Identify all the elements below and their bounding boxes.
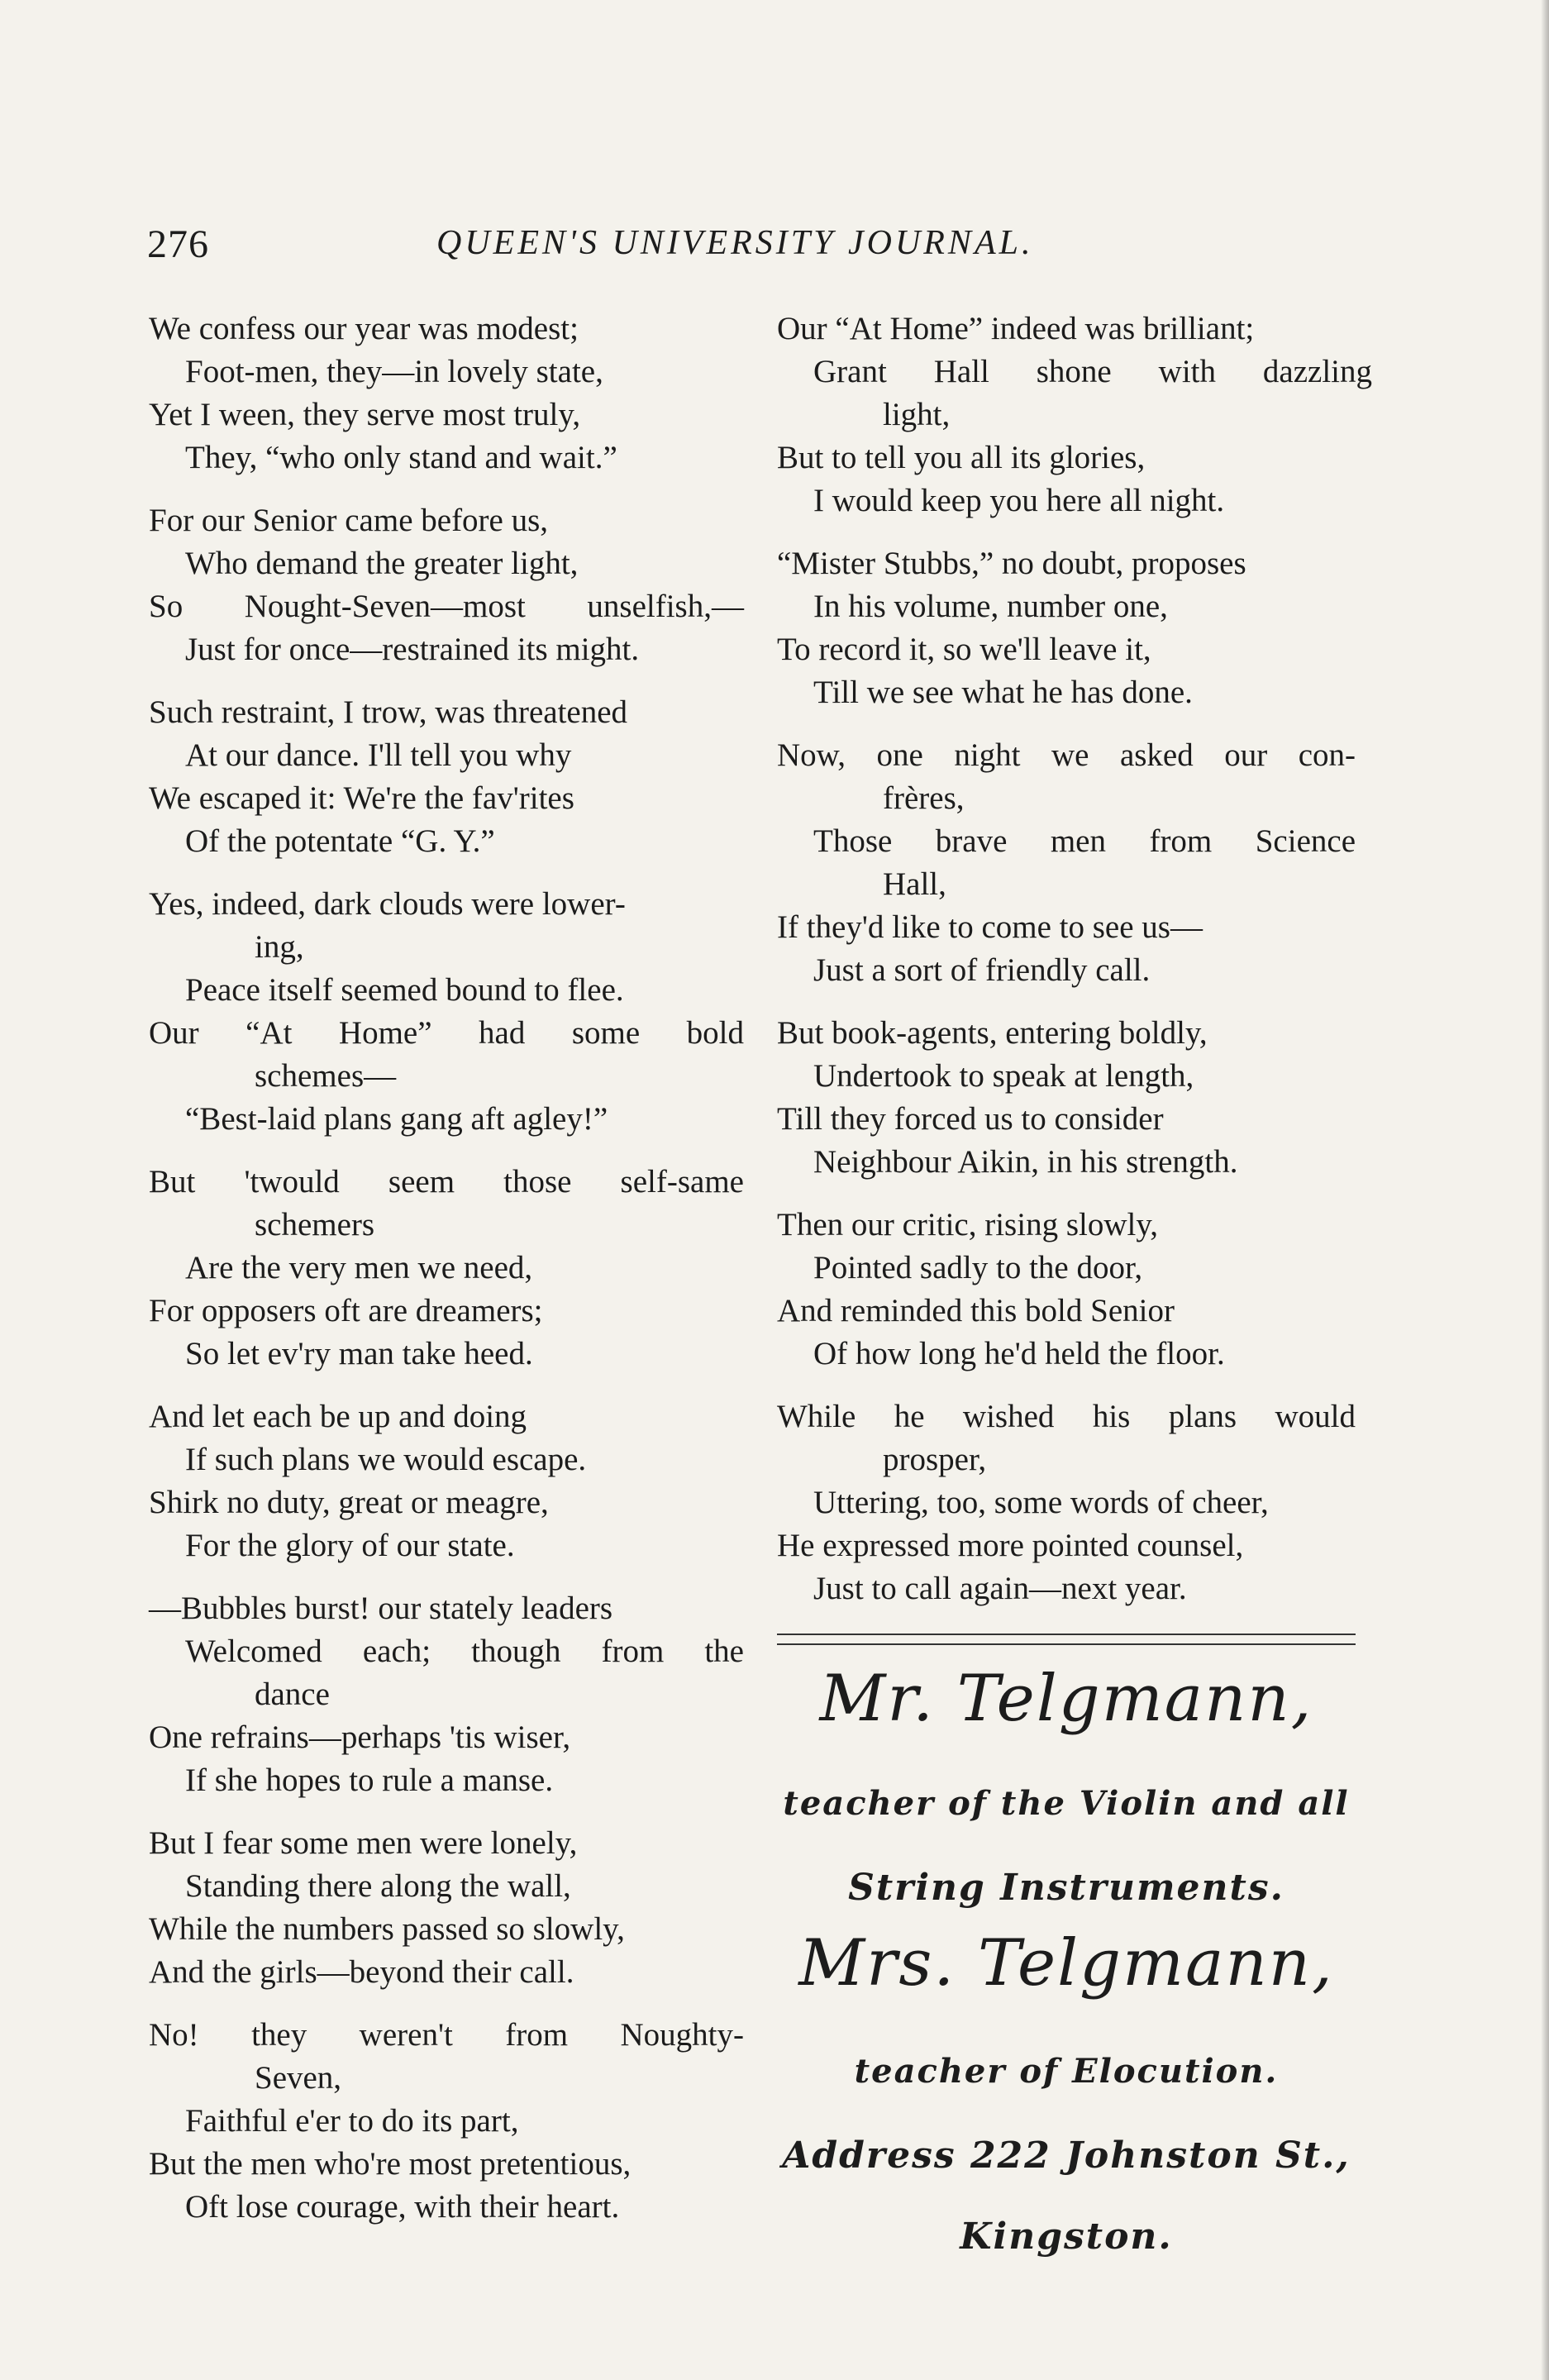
poem-line: To record it, so we'll leave it, bbox=[777, 632, 1151, 667]
poem-line: light, bbox=[883, 397, 951, 432]
poem-line: I would keep you here all night. bbox=[813, 483, 1225, 518]
stanza bbox=[777, 1012, 1372, 1184]
poem-line: Just for once—restrained its might. bbox=[185, 632, 640, 667]
poem-line: ing, bbox=[255, 929, 304, 965]
poem-line: Oft lose courage, with their heart. bbox=[185, 2189, 620, 2225]
poem-line: Faithful e'er to do its part, bbox=[185, 2103, 519, 2139]
poem-line: If they'd like to come to see us— bbox=[777, 909, 1203, 945]
poem-line: prosper, bbox=[883, 1442, 987, 1477]
poem-line: We escaped it: We're the fav'rites bbox=[149, 780, 574, 816]
poem-line: Foot-men, they—in lovely state, bbox=[185, 354, 603, 389]
poem-line: And reminded this bold Senior bbox=[777, 1293, 1175, 1328]
ad-city: Kingston. bbox=[960, 2215, 1173, 2258]
stanza bbox=[777, 1395, 1372, 1610]
stanza bbox=[777, 734, 1372, 992]
page-edge-shadow bbox=[1541, 0, 1549, 2380]
stanza bbox=[149, 1587, 760, 1802]
poem-line: Neighbour Aikin, in his strength. bbox=[813, 1144, 1238, 1180]
poem-line: But the men who're most pretentious, bbox=[149, 2146, 632, 2182]
poem-line: So Nought-Seven—most unselfish,— bbox=[149, 589, 744, 624]
poem-line: Welcomed each; though from the bbox=[185, 1634, 744, 1669]
poem-line: For our Senior came before us, bbox=[149, 503, 549, 538]
poem-line: frères, bbox=[883, 780, 965, 816]
poem-line: Of how long he'd held the floor. bbox=[813, 1336, 1225, 1371]
poem-line: And let each be up and doing bbox=[149, 1399, 527, 1434]
ad-name-mr-telgmann: Mr. Telgmann, bbox=[819, 1662, 1313, 1736]
poem-line: But 'twould seem those self-same bbox=[149, 1164, 744, 1200]
poem-line: So let ev'ry man take heed. bbox=[185, 1336, 533, 1371]
stanza bbox=[149, 1161, 760, 1376]
poem-line: “Mister Stubbs,” no doubt, proposes bbox=[777, 546, 1246, 581]
page-header bbox=[147, 222, 1098, 279]
poem-line: Now, one night we asked our con- bbox=[777, 737, 1356, 773]
poem-line: Till they forced us to consider bbox=[777, 1101, 1164, 1137]
double-rule-divider bbox=[777, 1634, 1356, 1645]
poem-line: They, “who only stand and wait.” bbox=[185, 440, 617, 475]
stanza bbox=[149, 499, 760, 671]
running-title: QUEEN'S UNIVERSITY JOURNAL. bbox=[436, 224, 1034, 262]
ad-description-strings: String Instruments. bbox=[848, 1867, 1284, 1909]
poem-line: Yet I ween, they serve most truly, bbox=[149, 397, 581, 432]
poem-line: We confess our year was modest; bbox=[149, 311, 579, 346]
poem-line: In his volume, number one, bbox=[813, 589, 1168, 624]
poem-line: Uttering, too, some words of cheer, bbox=[813, 1485, 1269, 1520]
stanza bbox=[149, 883, 760, 1141]
poem-line: No! they weren't from Noughty- bbox=[149, 2017, 744, 2053]
stanza bbox=[777, 1204, 1372, 1376]
poem-left-column bbox=[149, 308, 760, 2249]
stanza bbox=[149, 1822, 760, 1994]
poem-line: He expressed more pointed counsel, bbox=[777, 1528, 1244, 1563]
poem-line: Just to call again—next year. bbox=[813, 1571, 1187, 1606]
poem-line: Of the potentate “G. Y.” bbox=[185, 823, 495, 859]
poem-line: Seven, bbox=[255, 2060, 342, 2096]
poem-line: Hall, bbox=[883, 866, 946, 902]
poem-line: While he wished his plans would bbox=[777, 1399, 1356, 1434]
poem-line: And the girls—beyond their call. bbox=[149, 1954, 574, 1990]
poem-line: Who demand the greater light, bbox=[185, 546, 579, 581]
poem-line: At our dance. I'll tell you why bbox=[185, 737, 572, 773]
poem-line: Pointed sadly to the door, bbox=[813, 1250, 1143, 1285]
poem-right-column bbox=[777, 308, 1372, 1630]
poem-line: But to tell you all its glories, bbox=[777, 440, 1146, 475]
poem-line: Standing there along the wall, bbox=[185, 1868, 571, 1904]
poem-line: If such plans we would escape. bbox=[185, 1442, 587, 1477]
poem-line: schemers bbox=[255, 1207, 375, 1242]
poem-line: Then our critic, rising slowly, bbox=[777, 1207, 1159, 1242]
poem-line: Peace itself seemed bound to flee. bbox=[185, 972, 624, 1008]
poem-line: For the glory of our state. bbox=[185, 1528, 515, 1563]
ad-name-mrs-telgmann: Mrs. Telgmann, bbox=[798, 1926, 1334, 2001]
poem-line: Yes, indeed, dark clouds were lower- bbox=[149, 886, 626, 922]
poem-line: One refrains—perhaps 'tis wiser, bbox=[149, 1719, 571, 1755]
stanza bbox=[777, 308, 1372, 522]
stanza bbox=[149, 2014, 760, 2229]
poem-line: For opposers oft are dreamers; bbox=[149, 1293, 543, 1328]
poem-line: Undertook to speak at length, bbox=[813, 1058, 1194, 1094]
poem-line: Shirk no duty, great or meagre, bbox=[149, 1485, 549, 1520]
ad-description-violin: teacher of the Violin and all bbox=[783, 1784, 1350, 1823]
poem-line: Those brave men from Science bbox=[813, 823, 1356, 859]
poem-line: While the numbers passed so slowly, bbox=[149, 1911, 625, 1947]
poem-line: Our “At Home” indeed was brilliant; bbox=[777, 311, 1255, 346]
poem-line: “Best-laid plans gang aft agley!” bbox=[185, 1101, 608, 1137]
poem-line: But book-agents, entering boldly, bbox=[777, 1015, 1208, 1051]
poem-line: Grant Hall shone with dazzling bbox=[813, 354, 1372, 389]
poem-line: Just a sort of friendly call. bbox=[813, 952, 1151, 988]
poem-line: Such restraint, I trow, was threatened bbox=[149, 694, 628, 730]
poem-line: Our “At Home” had some bold bbox=[149, 1015, 744, 1051]
poem-line: Till we see what he has done. bbox=[813, 675, 1193, 710]
stanza bbox=[149, 308, 760, 479]
stanza bbox=[777, 542, 1372, 714]
stanza bbox=[149, 691, 760, 863]
poem-line: But I fear some men were lonely, bbox=[149, 1825, 578, 1861]
poem-line: schemes— bbox=[255, 1058, 397, 1094]
page-number: 276 bbox=[147, 222, 209, 266]
poem-line: Are the very men we need, bbox=[185, 1250, 533, 1285]
poem-line: If she hopes to rule a manse. bbox=[185, 1762, 554, 1798]
ad-description-elocution: teacher of Elocution. bbox=[854, 2052, 1279, 2091]
poem-line: dance bbox=[255, 1676, 330, 1712]
stanza bbox=[149, 1395, 760, 1567]
ad-address: Address 222 Johnston St., bbox=[782, 2134, 1351, 2177]
poem-line: —Bubbles burst! our stately leaders bbox=[149, 1591, 613, 1626]
